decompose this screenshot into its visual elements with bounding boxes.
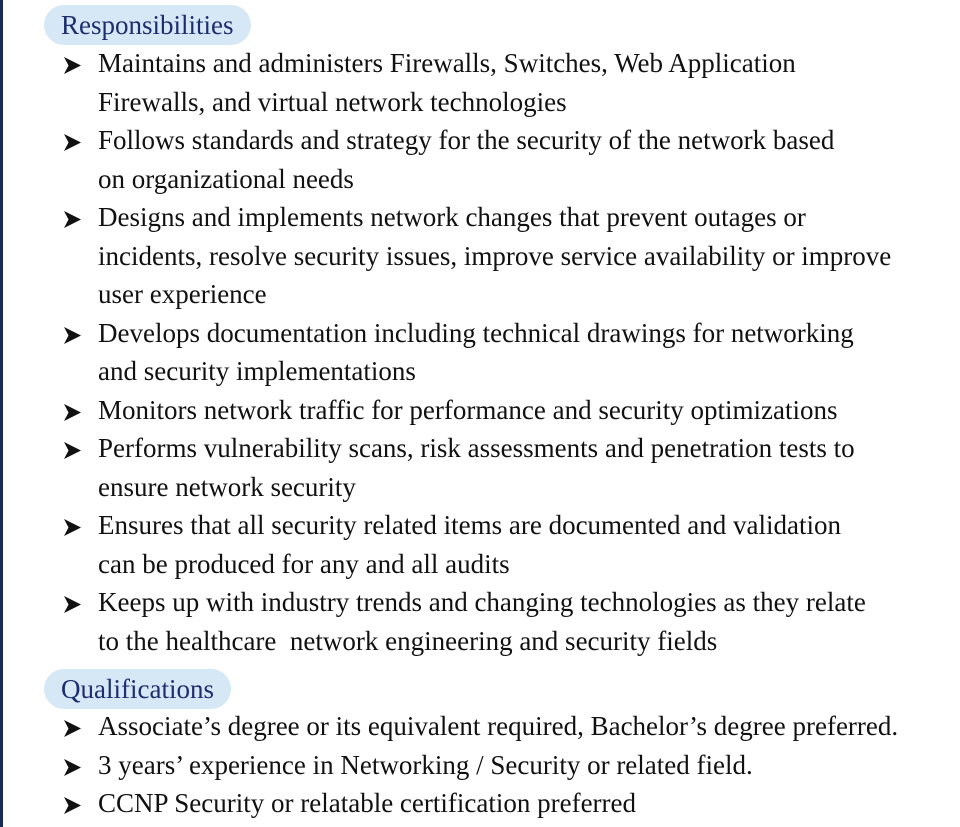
arrowhead-bullet-icon xyxy=(64,519,81,536)
responsibility-item xyxy=(0,429,960,506)
arrowhead-bullet-icon xyxy=(64,442,81,459)
responsibility-line: to the healthcare network engineering and security fields xyxy=(98,625,718,656)
responsibility-item xyxy=(0,121,960,198)
responsibility-line: ensure network security xyxy=(98,471,356,502)
arrowhead-bullet-icon xyxy=(64,327,81,344)
qualification-line: 3 years’ experience in Networking / Security or related field. xyxy=(98,749,753,780)
qualification-item xyxy=(0,707,960,746)
responsibilities-heading: Responsibilities xyxy=(44,5,251,45)
responsibility-item xyxy=(0,44,960,121)
qualifications-list xyxy=(0,707,960,823)
responsibility-line: and security implementations xyxy=(98,356,416,386)
arrowhead-bullet-icon xyxy=(64,404,81,421)
responsibility-line: can be produced for any and all audits xyxy=(98,548,510,579)
qualification-line: Associate’s degree or its equivalent required, Bachelor’s degree preferred. xyxy=(98,711,899,741)
responsibility-line: Keeps up with industry trends and changing technologies as they relate xyxy=(98,587,866,617)
responsibilities-list xyxy=(0,44,960,660)
arrowhead-bullet-icon xyxy=(64,134,81,151)
qualification-item xyxy=(0,784,960,823)
responsibility-item xyxy=(0,391,960,430)
responsibility-line: user experience xyxy=(98,279,267,309)
responsibility-line: Maintains and administers Firewalls, Switches, Web Application xyxy=(98,48,796,78)
responsibility-line: Monitors network traffic for performance and security optimizations xyxy=(98,394,838,425)
responsibility-item xyxy=(0,583,960,660)
arrowhead-bullet-icon xyxy=(64,759,81,776)
responsibility-line: Ensures that all security related items are documented and validation xyxy=(98,510,841,540)
arrowhead-bullet-icon xyxy=(64,57,81,74)
responsibility-line: Designs and implements network changes that prevent outages or xyxy=(98,202,806,232)
arrowhead-bullet-icon xyxy=(64,720,81,737)
qualification-item xyxy=(0,746,960,785)
responsibility-line: Performs vulnerability scans, risk assessments and penetration tests to xyxy=(98,433,855,463)
responsibility-line: Follows standards and strategy for the security of the network based xyxy=(98,125,835,155)
qualifications-heading: Qualifications xyxy=(44,669,231,709)
responsibility-item xyxy=(0,198,960,314)
responsibility-line: Firewalls, and virtual network technologies xyxy=(98,86,567,117)
arrowhead-bullet-icon xyxy=(64,596,81,613)
arrowhead-bullet-icon xyxy=(64,211,81,228)
responsibility-line: on organizational needs xyxy=(98,163,354,194)
arrowhead-bullet-icon xyxy=(64,797,81,814)
responsibility-item xyxy=(0,506,960,583)
responsibility-line: incidents, resolve security issues, improve service availability or improve xyxy=(98,240,892,271)
responsibility-item xyxy=(0,314,960,391)
responsibility-line: Develops documentation including technical drawings for networking xyxy=(98,317,854,348)
qualification-line: CCNP Security or relatable certification preferred xyxy=(98,788,637,818)
